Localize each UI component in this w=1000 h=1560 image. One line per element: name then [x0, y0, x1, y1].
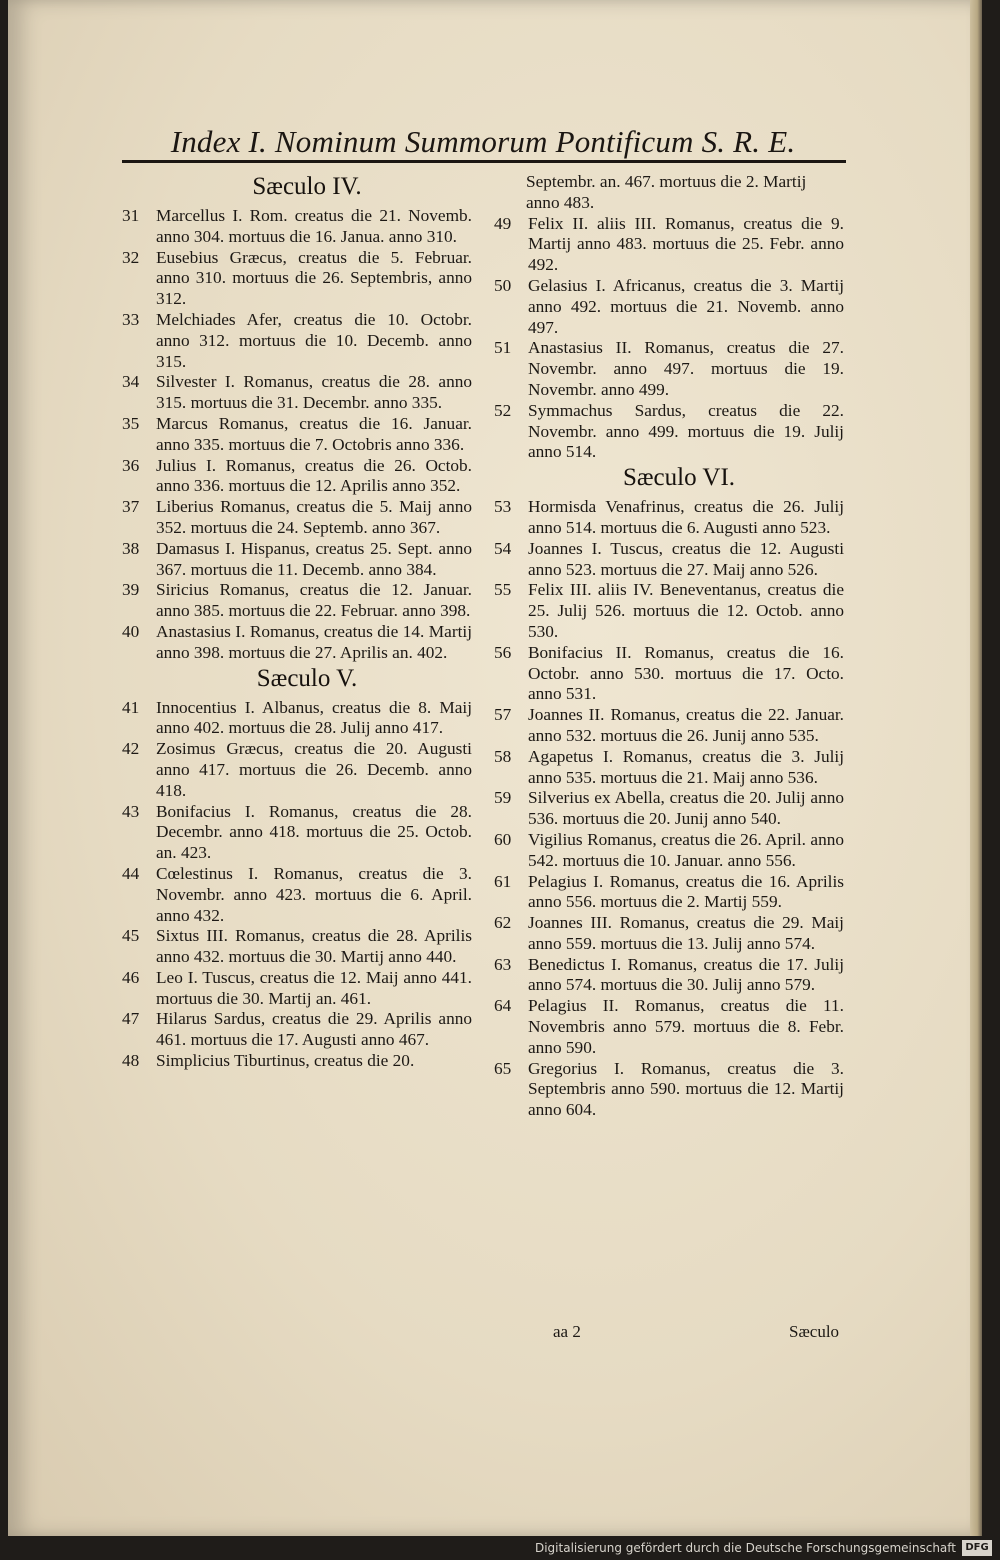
entry-text: Pelagius I. Romanus, creatus die 16. Aprilis anno 556. mortuus die 2. Martij 559.	[528, 871, 844, 912]
entry-text: Anastasius II. Romanus, creatus die 27. Novembr. anno 497. mortuus die 19. Novembr. anno 499.	[528, 338, 844, 399]
entry-text: Bonifacius II. Romanus, creatus die 16. Octobr. anno 530. mortuus die 17. Octo. anno 531.	[528, 642, 844, 704]
entry-text: Felix II. aliis III. Romanus, creatus die 9. Martij anno 483. mortuus die 25. Febr. anno 492.	[528, 213, 844, 275]
page-header: Index I. Nominum Summorum Pontificum S. R. E.	[170, 124, 796, 159]
entry-text: Siricius Romanus, creatus die 12. Januar. anno 385. mortuus die 22. Februar. anno 398.	[156, 580, 472, 621]
entry-number: 41	[122, 697, 140, 717]
entry-text: Benedictus I. Romanus, creatus die 17. Julij anno 574. mortuus die 30. Julij anno 579.	[528, 954, 844, 995]
pope-entry	[494, 539, 844, 581]
entry-number: 48	[122, 1051, 140, 1071]
entry-number: 56	[494, 642, 512, 662]
entry-number: 62	[494, 913, 512, 933]
pope-entry	[494, 705, 844, 747]
entry-text: Damasus I. Hispanus, creatus 25. Sept. anno 367. mortuus die 11. Decemb. anno 384.	[156, 538, 472, 579]
pope-entry	[494, 747, 844, 789]
pope-entry	[122, 248, 472, 310]
catchword: Sæculo	[789, 1322, 840, 1341]
entry-text: Felix III. aliis IV. Beneventanus, creatus die 25. Julij 526. mortuus die 12. Octob. anno 530.	[528, 580, 844, 641]
pope-entry	[122, 698, 472, 740]
entry-number: 63	[494, 954, 512, 974]
right-column	[494, 172, 844, 1121]
entry-text: Leo I. Tuscus, creatus die 12. Maij anno 441. mortuus die 30. Martij an. 461.	[156, 967, 472, 1008]
pope-entry	[122, 926, 472, 968]
pope-entry	[122, 864, 472, 926]
pope-entry	[122, 372, 472, 414]
pope-entry	[122, 497, 472, 539]
entry-number: 50	[494, 275, 512, 295]
pope-entry	[122, 1051, 472, 1072]
pope-entry	[122, 206, 472, 248]
entry-text: Silvester I. Romanus, creatus die 28. anno 315. mortuus die 31. Decembr. anno 335.	[156, 372, 472, 413]
header-rule	[122, 160, 846, 163]
entry-text: Zosimus Græcus, creatus die 20. Augusti anno 417. mortuus die 26. Decemb. anno 418.	[156, 739, 472, 800]
entry-number: 61	[494, 871, 512, 891]
pope-entry	[494, 913, 844, 955]
entry-number: 38	[122, 538, 140, 558]
entry-number: 40	[122, 621, 140, 641]
pope-entry	[122, 456, 472, 498]
entry-text: Agapetus I. Romanus, creatus die 3. Julij anno 535. mortuus die 21. Maij anno 536.	[528, 746, 844, 787]
entry-number: 59	[494, 788, 512, 808]
entry-number: 44	[122, 863, 140, 883]
dfg-credit: Digitalisierung gefördert durch die Deutsche Forschungsgemeinschaft	[534, 1541, 956, 1555]
entry-number: 57	[494, 705, 512, 725]
entry-number: 65	[494, 1058, 512, 1078]
entry-text: Gregorius I. Romanus, creatus die 3. Septembris anno 590. mortuus die 12. Martij anno 604.	[528, 1058, 844, 1120]
entry-text: Hormisda Venafrinus, creatus die 26. Julij anno 514. mortuus die 6. Augusti anno 523.	[528, 497, 844, 537]
entry-text: Silverius ex Abella, creatus die 20. Julij anno 536. mortuus die 20. Junij anno 540.	[528, 788, 844, 829]
entry-text: Marcus Romanus, creatus die 16. Januar. anno 335. mortuus die 7. Octobris anno 336.	[156, 413, 472, 454]
entry-number: 46	[122, 967, 140, 987]
dfg-logo-icon: DFG	[962, 1540, 992, 1556]
page-edge	[970, 0, 982, 1536]
entry-text: Vigilius Romanus, creatus die 26. April. anno 542. mortuus die 10. Januar. anno 556.	[528, 829, 844, 870]
entry-number: 33	[122, 309, 140, 329]
entry-text: Anastasius I. Romanus, creatus die 14. Martij anno 398. mortuus die 27. Aprilis an. 402.	[156, 621, 472, 662]
entry-text: Joannes III. Romanus, creatus die 29. Maij anno 559. mortuus die 13. Julij anno 574.	[528, 913, 844, 953]
entry-text: Gelasius I. Africanus, creatus die 3. Martij anno 492. mortuus die 21. Novemb. anno 497.	[528, 275, 844, 337]
left-column	[122, 172, 472, 1072]
entry-number: 55	[494, 580, 512, 600]
pope-entry	[494, 643, 844, 705]
pope-entry	[122, 802, 472, 864]
entry-number: 42	[122, 739, 140, 759]
entry-text: Melchiades Afer, creatus die 10. Octobr. anno 312. mortuus die 10. Decemb. anno 315.	[156, 309, 472, 371]
dfg-bar	[0, 1536, 1000, 1560]
entry-number: 34	[122, 372, 140, 392]
entry-text: Symmachus Sardus, creatus die 22. Novembr. anno 499. mortuus die 19. Julij anno 514.	[528, 400, 844, 462]
entry-text: Pelagius II. Romanus, creatus die 11. Novembris anno 579. mortuus die 8. Febr. anno 590.	[528, 996, 844, 1057]
pope-entry	[494, 788, 844, 830]
pope-entry	[122, 539, 472, 581]
entry-number: 45	[122, 926, 140, 946]
pope-entry	[494, 497, 844, 539]
entry-number: 60	[494, 829, 512, 849]
entry-text: Simplicius Tiburtinus, creatus die 20.	[156, 1051, 415, 1071]
entry-number: 32	[122, 247, 140, 267]
pope-entry	[494, 1059, 844, 1121]
pope-entry	[494, 214, 844, 276]
pope-entry	[494, 401, 844, 463]
entry-number: 31	[122, 206, 140, 225]
pope-entry	[494, 338, 844, 400]
entry-number: 54	[494, 538, 512, 558]
entry-number: 52	[494, 400, 512, 420]
entry-text: Cœlestinus I. Romanus, creatus die 3. Novembr. anno 423. mortuus die 6. April. anno 432.	[156, 863, 472, 925]
pope-entry	[494, 580, 844, 642]
continued-entry: Septembr. an. 467. mortuus die 2. Martij anno 483.	[526, 172, 807, 212]
entry-text: Sixtus III. Romanus, creatus die 28. Aprilis anno 432. mortuus die 30. Martij anno 440.	[156, 926, 472, 967]
pope-entry	[122, 739, 472, 801]
pope-entry	[494, 276, 844, 338]
entry-text: Julius I. Romanus, creatus die 26. Octob. anno 336. mortuus die 12. Aprilis anno 352.	[156, 455, 472, 496]
section-title: Sæculo V.	[256, 664, 358, 692]
entry-number: 51	[494, 338, 512, 358]
pope-entry	[122, 580, 472, 622]
pope-entry	[494, 996, 844, 1058]
entry-text: Marcellus I. Rom. creatus die 21. Novemb. anno 304. mortuus die 16. Janua. anno 310.	[156, 206, 472, 246]
pope-entry	[122, 310, 472, 372]
section-title: Sæculo VI.	[622, 464, 736, 492]
entry-text: Bonifacius I. Romanus, creatus die 28. Decembr. anno 418. mortuus die 25. Octob. an. 423.	[156, 801, 472, 863]
entry-text: Joannes I. Tuscus, creatus die 12. Augusti anno 523. mortuus die 27. Maij anno 526.	[528, 538, 844, 579]
pope-entry	[122, 622, 472, 664]
entry-text: Innocentius I. Albanus, creatus die 8. Maij anno 402. mortuus die 28. Julij anno 417.	[156, 697, 472, 738]
entry-text: Eusebius Græcus, creatus die 5. Februar. anno 310. mortuus die 26. Septembris, anno 312.	[156, 247, 472, 309]
pope-entry	[122, 414, 472, 456]
pope-entry	[122, 1009, 472, 1051]
entry-number: 43	[122, 801, 140, 821]
entry-text: Liberius Romanus, creatus die 5. Maij anno 352. mortuus die 24. Septemb. anno 367.	[156, 497, 472, 537]
signature-mark: aa 2	[553, 1322, 581, 1341]
entry-number: 35	[122, 413, 140, 433]
pope-entry	[494, 830, 844, 872]
pope-entry	[494, 955, 844, 997]
entry-text: Hilarus Sardus, creatus die 29. Aprilis anno 461. mortuus die 17. Augusti anno 467.	[156, 1009, 472, 1050]
entry-number: 53	[494, 497, 512, 517]
entry-number: 58	[494, 746, 512, 766]
section-title: Sæculo IV.	[252, 173, 362, 200]
entry-number: 47	[122, 1009, 140, 1029]
pope-entry	[494, 872, 844, 914]
entry-number: 64	[494, 996, 512, 1016]
pope-entry	[122, 968, 472, 1010]
entry-number: 36	[122, 455, 140, 475]
entry-number: 39	[122, 580, 140, 600]
entry-number: 49	[494, 213, 512, 233]
entry-number: 37	[122, 497, 140, 517]
entry-text: Joannes II. Romanus, creatus die 22. Januar. anno 532. mortuus die 26. Junij anno 535.	[528, 705, 844, 745]
